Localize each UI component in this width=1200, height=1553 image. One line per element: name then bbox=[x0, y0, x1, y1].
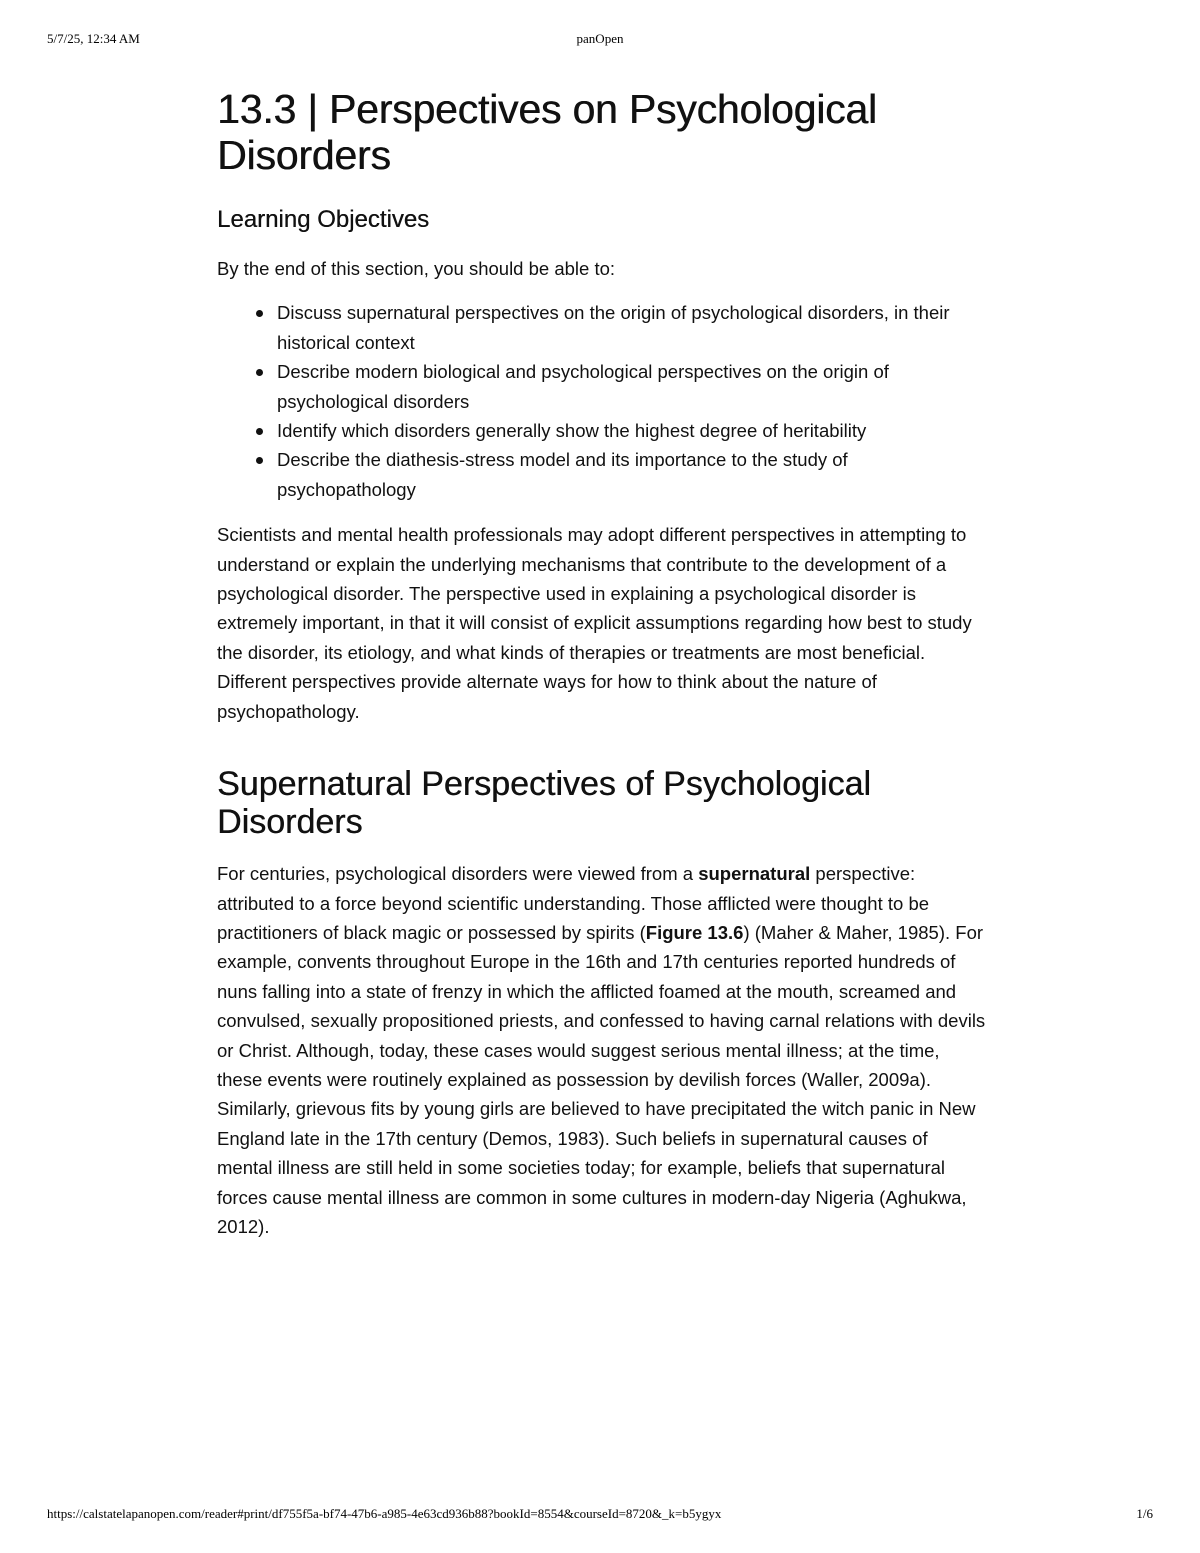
page-title: 13.3 | Perspectives on Psychological Disorders bbox=[217, 86, 877, 178]
paragraph-text: ) (Maher & Maher, 1985). For example, convents throughout Europe in the 16th and 17th centuries reported hundreds of nuns falling into a state of frenzy in which the afflicted foamed at the mouth, screamed and convulsed, sexually propositioned priests, and confessed to having carnal relations with devils or Christ. Although, today, these cases would suggest serious mental illness; at the time, these events were routinely explained as possession by devilish forces (Waller, 2009a). Similarly, grievous fits by young girls are believed to have precipitated the witch panic in New England late in the 17th century (Demos, 1983). Such beliefs in supernatural causes of mental illness are still held in some societies today; for example, beliefs that supernatural forces cause mental illness are common in some cultures in modern-day Nigeria (Aghukwa, 2012). bbox=[217, 921, 986, 1237]
objectives-intro: By the end of this section, you should be able to: bbox=[217, 258, 616, 279]
print-site-title: panOpen bbox=[576, 31, 624, 46]
print-footer bbox=[0, 1506, 1200, 1526]
bullet-icon bbox=[256, 428, 263, 435]
print-timestamp: 5/7/25, 12:34 AM bbox=[47, 31, 140, 46]
learning-objectives-heading: Learning Objectives bbox=[217, 206, 430, 233]
body-paragraph-perspectives: Scientists and mental health professionals may adopt different perspectives in attempting to understand or explain the underlying mechanisms that contribute to the development of a psychological disorder. The perspective used in explaining a psychological disorder is extremely important, in that it will consist of explicit assumptions regarding how best to study the disorder, its etiology, and what kinds of therapies or treatments are most beneficial. Different perspectives provide alternate ways for how to think about the nature of psychopathology. bbox=[217, 524, 972, 722]
bullet-icon bbox=[256, 369, 263, 376]
objective-text: Describe modern biological and psychological perspectives on the origin of psychological disorders bbox=[277, 361, 889, 412]
objectives-list bbox=[217, 298, 987, 504]
objective-text: Describe the diathesis-stress model and its importance to the study of psychopathology bbox=[277, 449, 848, 500]
list-item bbox=[277, 416, 987, 445]
objective-text: Identify which disorders generally show the highest degree of heritability bbox=[277, 420, 867, 442]
section-heading-supernatural: Supernatural Perspectives of Psychological Disorders bbox=[217, 765, 871, 842]
print-url: https://calstatelapanopen.com/reader#print/df755f5a-bf74-47b6-a985-4e63cd936b88?bookId=8554&courseId=8720&_k=b5ygyx bbox=[47, 1506, 722, 1521]
page-number: 1/6 bbox=[1136, 1506, 1153, 1521]
bullet-icon bbox=[256, 457, 263, 464]
list-item bbox=[277, 298, 987, 357]
bullet-icon bbox=[256, 310, 263, 317]
list-item bbox=[277, 357, 987, 416]
print-header bbox=[0, 31, 1200, 51]
paragraph-text: For centuries, psychological disorders were viewed from a bbox=[217, 863, 699, 885]
figure-reference[interactable]: Figure 13.6 bbox=[645, 921, 744, 943]
body-paragraph-supernatural bbox=[217, 859, 987, 1241]
article bbox=[217, 86, 987, 1241]
list-item bbox=[277, 445, 987, 504]
paragraph-text: perspective: attributed to a force beyond scientific understanding. Those afflicted were thought to be practitioners of black magic or possessed by spirits ( bbox=[217, 863, 930, 943]
objective-text: Discuss supernatural perspectives on the origin of psychological disorders, in their historical context bbox=[277, 302, 950, 353]
key-term-supernatural: supernatural bbox=[698, 863, 811, 885]
